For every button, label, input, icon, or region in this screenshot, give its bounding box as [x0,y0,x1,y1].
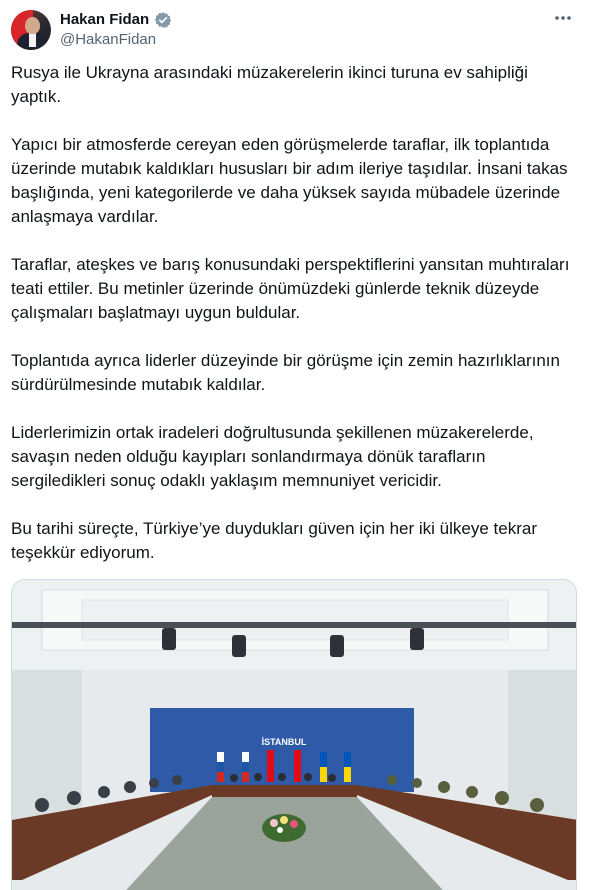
tweet-paragraph: Toplantıda ayrıca liderler düzeyinde bir görüşme için zemin hazırlıklarının sürdürülmesinde mutabık kaldılar. [11,351,560,394]
avatar-shirt [29,33,36,47]
lighting-truss [12,622,577,628]
more-dots-glyph [553,8,573,28]
avatar-face [25,17,40,34]
ceiling-inner-panel [82,600,508,640]
tweet-paragraph: Yapıcı bir atmosferde cereyan eden görüşmelerde taraflar, ilk toplantıda üzerinde mutabık kaldıkları hususları bir adım ileriye taşıdılar. İnsani takas başlığında, yeni kategorilerde ve daha yüksek sayıda mübadele üzerinde anlaşmaya vardılar. [11,135,568,226]
backdrop-text: İSTANBUL [261,737,307,747]
more-options-icon[interactable] [551,8,575,30]
meeting-room-illustration [12,580,577,890]
table-head [212,785,357,797]
verified-badge-icon [154,11,172,29]
tweet-text [11,61,577,589]
avatar[interactable] [11,10,51,50]
tweet-media-photo[interactable] [11,579,577,890]
tweet-paragraph: Rusya ile Ukrayna arasındaki müzakerelerin ikinci turuna ev sahipliği yaptık. [11,63,528,106]
tweet-paragraph: Bu tarihi süreçte, Türkiye’ye duydukları güven için her iki ülkeye tekrar teşekkür ediyorum. [11,519,537,562]
author-handle[interactable]: @HakanFidan [60,31,157,48]
author-display-name[interactable]: Hakan Fidan [60,11,150,28]
tweet-paragraph: Liderlerimizin ortak iradeleri doğrultusunda şekillenen müzakerelerde, savaşın neden olduğu kayıpları sonlandırmaya dönük tarafların sergiledikleri sonuç odaklı yaklaşım memnuniyet vericidir. [11,423,534,490]
centerpiece-flowers [262,814,306,842]
tweet-paragraph: Taraflar, ateşkes ve barış konusundaki perspektiflerini yansıtan muhtıraları teati ettiler. Bu metinler üzerinde önümüzdeki günlerde teknik düzeyde çalışmaları başlatmayı uygun buldular. [11,255,570,322]
tweet-header [11,8,578,52]
